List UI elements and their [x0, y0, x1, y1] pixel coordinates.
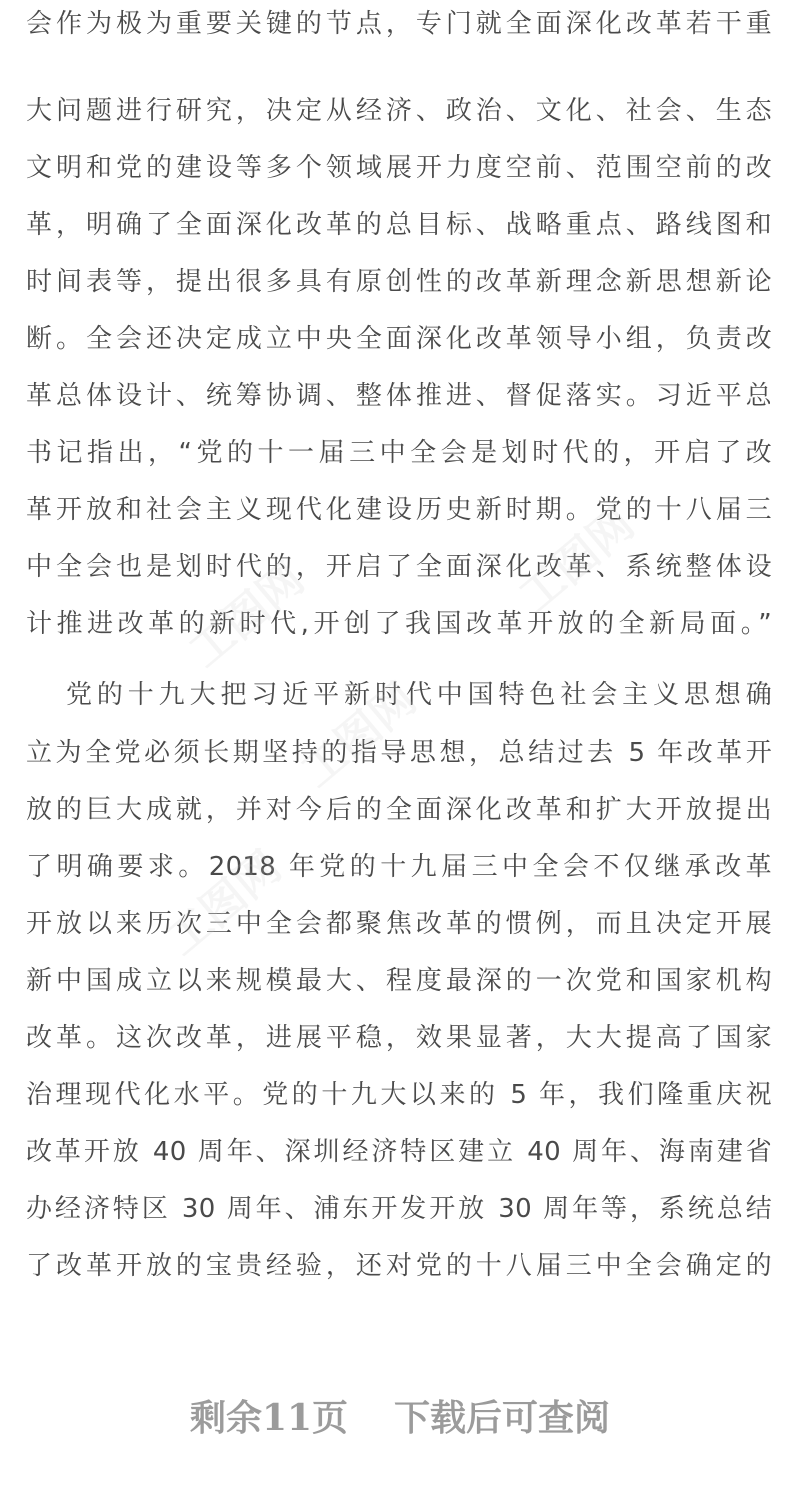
text-line: 时间表等，提出很多具有原创性的改革新理念新思想新论	[26, 267, 772, 297]
text-line: 新中国成立以来规模最大、程度最深的一次党和国家机构	[26, 966, 772, 996]
text-line: 断。全会还决定成立中央全面深化改革领导小组，负责改	[26, 324, 772, 354]
watermark-logo: 工图网	[291, 673, 426, 798]
text-line: 办经济特区 30 周年、浦东开发开放 30 周年等，系统总结	[26, 1194, 772, 1224]
text-line: 计推进改革的新时代,开创了我国改革开放的全新局面。”	[26, 609, 772, 639]
text-line: 立为全党必须长期坚持的指导思想，总结过去 5 年改革开	[26, 738, 772, 768]
text-line: 大问题进行研究，决定从经济、政治、文化、社会、生态	[26, 96, 772, 126]
text-line: 革开放和社会主义现代化建设历史新时期。党的十八届三	[26, 495, 772, 525]
text-line: 放的巨大成就，并对今后的全面深化改革和扩大开放提出	[26, 795, 772, 825]
paragraph-first-line: 党的十九大把习近平新时代中国特色社会主义思想确	[66, 680, 772, 710]
watermark-logo: 工图网	[156, 841, 291, 966]
text-line: 改革。这次改革，进展平稳，效果显著，大大提高了国家	[26, 1023, 772, 1053]
text-line: 了改革开放的宝贵经验，还对党的十八届三中全会确定的	[26, 1251, 772, 1281]
text-line: 革总体设计、统筹协调、整体推进、督促落实。习近平总	[26, 381, 772, 411]
remaining-pages-label: 剩余11页	[189, 1397, 349, 1439]
text-line: 开放以来历次三中全会都聚焦改革的惯例，而且决定开展	[26, 909, 772, 939]
download-prompt[interactable]	[0, 1393, 800, 1443]
watermark-logo: 工图网	[509, 498, 644, 623]
watermark-logo: 工图网	[179, 553, 314, 678]
text-line: 书记指出，“党的十一届三中全会是划时代的，开启了改	[26, 438, 772, 468]
text-line: 了明确要求。2018 年党的十九届三中全会不仅继承改革	[26, 852, 772, 882]
text-line: 中全会也是划时代的，开启了全面深化改革、系统整体设	[26, 552, 772, 582]
download-to-view-label[interactable]: 下载后可查阅	[394, 1397, 611, 1439]
text-line: 文明和党的建设等多个领域展开力度空前、范围空前的改	[26, 153, 772, 183]
text-line: 改革开放 40 周年、深圳经济特区建立 40 周年、海南建省	[26, 1137, 772, 1167]
text-line: 会作为极为重要关键的节点，专门就全面深化改革若干重	[26, 9, 772, 39]
text-line: 治理现代化水平。党的十九大以来的 5 年，我们隆重庆祝	[26, 1080, 772, 1110]
text-line: 革，明确了全面深化改革的总目标、战略重点、路线图和	[26, 210, 772, 240]
